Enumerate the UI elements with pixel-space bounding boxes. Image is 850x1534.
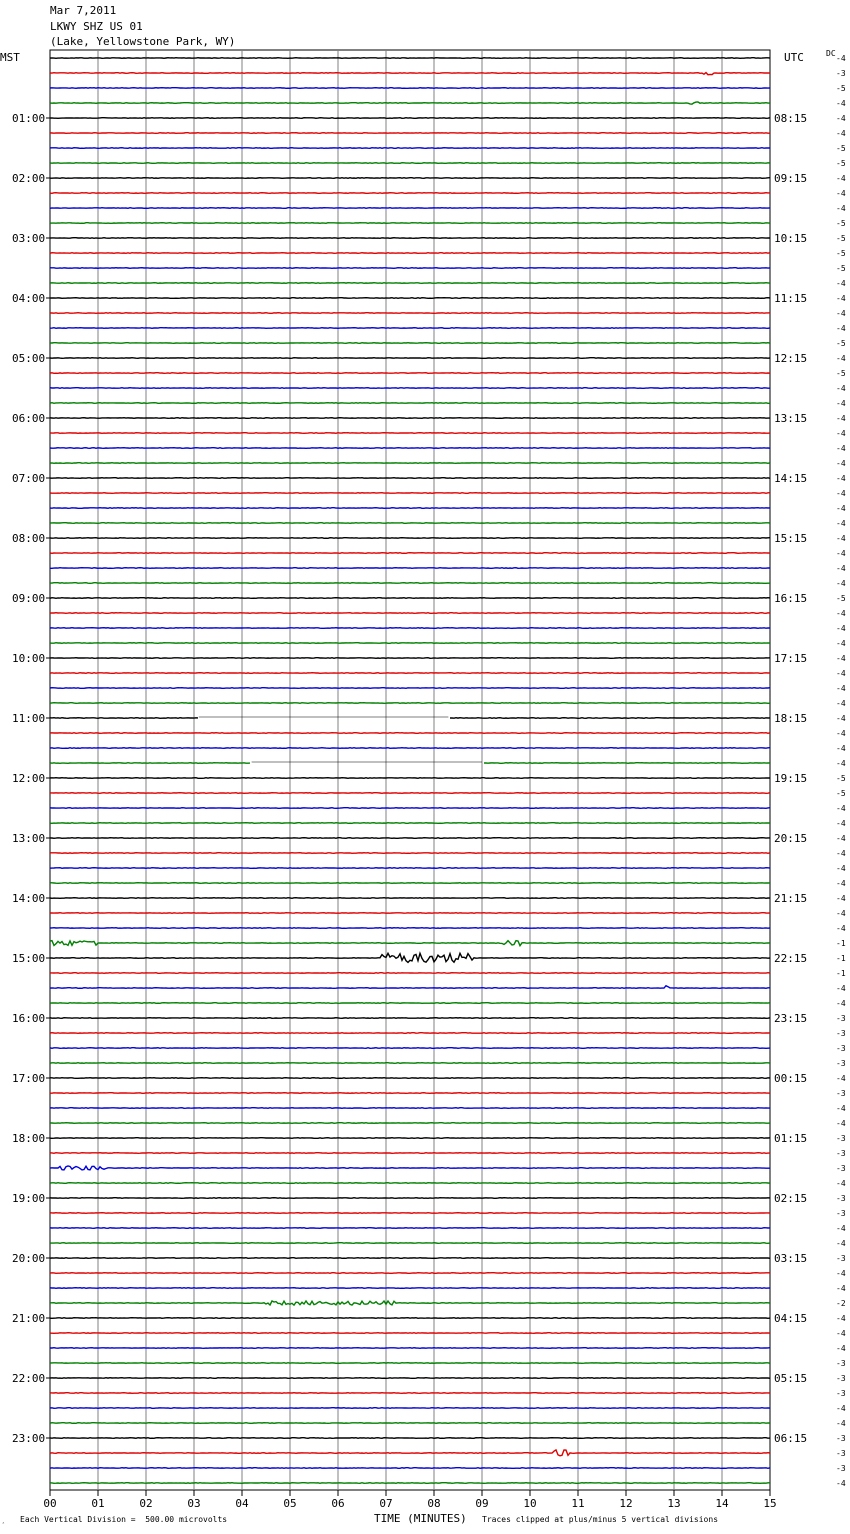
seismic-trace	[50, 986, 770, 989]
seismic-trace	[50, 778, 770, 779]
mst-hour-label: 22:00	[12, 1372, 46, 1385]
utc-hour-label: 17:15	[774, 652, 808, 665]
seismic-trace	[50, 628, 770, 629]
station-location: (Lake, Yellowstone Park, WY)	[50, 35, 236, 48]
dc-offset-label: -3	[836, 1434, 846, 1443]
dc-label: DC	[826, 49, 836, 58]
seismic-trace	[50, 1318, 770, 1319]
mst-hour-label: 15:00	[12, 952, 46, 965]
seismic-trace	[50, 703, 770, 704]
utc-hour-label: 04:15	[774, 1312, 808, 1325]
seismic-trace	[50, 73, 770, 75]
dc-offset-label: -4	[836, 189, 846, 198]
mst-hour-label: 16:00	[12, 1012, 46, 1025]
station-code: LKWY SHZ US 01	[50, 20, 143, 33]
utc-hour-label: 10:15	[774, 232, 808, 245]
dc-offset-label: -4	[836, 999, 846, 1008]
dc-offset-label: -4	[836, 894, 846, 903]
seismic-trace	[50, 1018, 770, 1019]
utc-hour-label: 16:15	[774, 592, 808, 605]
mst-hour-label: 14:00	[12, 892, 46, 905]
seismic-trace	[50, 1138, 770, 1139]
dc-offset-label: -4	[836, 504, 846, 513]
seismic-trace	[50, 1333, 770, 1334]
vertical-scale-note: Each Vertical Division = 500.00 microvolts	[20, 1515, 228, 1524]
mst-hour-label: 02:00	[12, 172, 46, 185]
mst-hour-label: 09:00	[12, 592, 46, 605]
seismic-trace	[50, 673, 770, 674]
dc-offset-label: -4	[836, 459, 846, 468]
seismic-trace	[50, 941, 770, 946]
seismic-trace	[50, 1183, 770, 1184]
seismic-trace	[50, 1063, 770, 1064]
dc-offset-label: -4	[836, 834, 846, 843]
seismic-trace	[50, 1093, 770, 1094]
x-tick-label: 11	[571, 1497, 585, 1510]
seismic-trace	[50, 388, 770, 389]
seismic-trace	[50, 913, 770, 914]
mst-hour-label: 20:00	[12, 1252, 46, 1265]
dc-offset-label: -4	[836, 114, 846, 123]
dc-offset-label: -5	[836, 219, 846, 228]
x-tick-label: 03	[187, 1497, 201, 1510]
x-tick-label: 12	[619, 1497, 633, 1510]
seismic-trace	[50, 1483, 770, 1484]
dc-offset-label: -4	[836, 699, 846, 708]
seismic-trace	[50, 1408, 770, 1409]
seismic-trace	[50, 193, 770, 194]
dc-offset-label: -5	[836, 249, 846, 258]
seismic-trace	[50, 1378, 770, 1379]
seismic-trace	[50, 883, 770, 884]
seismic-trace	[50, 1213, 770, 1214]
mst-hour-label: 21:00	[12, 1312, 46, 1325]
dc-offset-label: -4	[836, 864, 846, 873]
seismic-trace	[50, 553, 770, 554]
clip-note: Traces clipped at plus/minus 5 vertical divisions	[482, 1515, 719, 1524]
seismic-trace	[50, 583, 770, 584]
seismic-trace	[50, 1258, 770, 1259]
x-tick-label: 10	[523, 1497, 537, 1510]
x-tick-label: 08	[427, 1497, 441, 1510]
dc-offset-label: -4	[836, 879, 846, 888]
dc-offset-label: -4	[836, 1284, 846, 1293]
seismic-trace	[50, 58, 770, 59]
seismic-trace	[50, 1123, 770, 1124]
mst-hour-label: 18:00	[12, 1132, 46, 1145]
seismic-trace	[50, 568, 770, 569]
seismic-trace	[50, 238, 770, 239]
dc-offset-label: -4	[836, 324, 846, 333]
dc-offset-label: -5	[836, 594, 846, 603]
seismic-trace	[50, 1166, 770, 1170]
dc-offset-label: -4	[836, 309, 846, 318]
seismic-trace	[50, 448, 770, 449]
mst-hour-label: 12:00	[12, 772, 46, 785]
seismic-trace	[50, 853, 770, 854]
dc-offset-label: -4	[836, 399, 846, 408]
dc-offset-label: -4	[836, 1479, 846, 1488]
dc-offset-label: -5	[836, 159, 846, 168]
dc-offset-label: -3	[836, 69, 846, 78]
seismic-trace	[50, 1078, 770, 1079]
dc-offset-label: -4	[836, 279, 846, 288]
seismic-trace	[50, 102, 770, 104]
seismic-trace	[50, 1348, 770, 1349]
seismic-trace	[50, 463, 770, 464]
utc-hour-label: 02:15	[774, 1192, 808, 1205]
seismic-trace	[50, 1288, 770, 1289]
dc-offset-label: -4	[836, 654, 846, 663]
dc-offset-label: -5	[836, 264, 846, 273]
x-axis-title: TIME (MINUTES)	[374, 1512, 467, 1525]
x-tick-label: 09	[475, 1497, 489, 1510]
dc-offset-label: -4	[836, 1179, 846, 1188]
dc-offset-label: -4	[836, 1239, 846, 1248]
dc-offset-label: -5	[836, 144, 846, 153]
dc-offset-label: -4	[836, 354, 846, 363]
dc-offset-label: -4	[836, 1419, 846, 1428]
seismic-trace	[50, 1243, 770, 1244]
dc-offset-label: -3	[836, 1209, 846, 1218]
dc-offset-label: -4	[836, 534, 846, 543]
seismic-trace	[50, 1153, 770, 1154]
x-tick-label: 00	[43, 1497, 57, 1510]
dc-offset-label: -4	[836, 609, 846, 618]
utc-axis-label: UTC	[784, 51, 804, 64]
dc-offset-label: -4	[836, 744, 846, 753]
dc-offset-label: -4	[836, 489, 846, 498]
dc-offset-label: -5	[836, 84, 846, 93]
dc-offset-label: -5	[836, 234, 846, 243]
mst-hour-label: 01:00	[12, 112, 46, 125]
utc-hour-label: 13:15	[774, 412, 808, 425]
utc-hour-label: 23:15	[774, 1012, 808, 1025]
dc-offset-label: -4	[836, 729, 846, 738]
seismic-trace	[50, 1423, 770, 1424]
mst-hour-label: 10:00	[12, 652, 46, 665]
dc-offset-label: -4	[836, 99, 846, 108]
dc-offset-label: -4	[836, 1224, 846, 1233]
seismic-trace	[50, 1108, 770, 1109]
utc-hour-label: 11:15	[774, 292, 808, 305]
dc-offset-label: -4	[836, 849, 846, 858]
seismic-trace	[50, 1033, 770, 1034]
seismic-trace	[50, 358, 770, 359]
mst-hour-label: 11:00	[12, 712, 46, 725]
dc-offset-label: -4	[836, 414, 846, 423]
seismic-trace	[50, 838, 770, 839]
mst-hour-label: 23:00	[12, 1432, 46, 1445]
seismic-trace	[50, 253, 770, 254]
seismic-trace	[50, 613, 770, 614]
dc-offset-label: -4	[836, 684, 846, 693]
dc-offset-label: -4	[836, 549, 846, 558]
seismic-trace	[50, 88, 770, 89]
mst-hour-label: 17:00	[12, 1072, 46, 1085]
dc-offset-label: -3	[836, 1449, 846, 1458]
seismic-trace	[50, 418, 770, 419]
mst-hour-label: 06:00	[12, 412, 46, 425]
utc-hour-label: 15:15	[774, 532, 808, 545]
seismic-trace	[50, 283, 770, 284]
dc-offset-label: -1	[836, 954, 846, 963]
seismic-trace	[50, 898, 770, 899]
dc-offset-label: -4	[836, 429, 846, 438]
utc-hour-label: 03:15	[774, 1252, 808, 1265]
x-tick-label: 01	[91, 1497, 105, 1510]
seismic-trace	[50, 1450, 770, 1456]
seismic-trace	[50, 748, 770, 749]
seismic-trace	[50, 1003, 770, 1004]
dc-offset-label: -4	[836, 579, 846, 588]
seismic-trace	[50, 733, 770, 734]
seismic-trace	[50, 538, 770, 539]
seismic-trace	[50, 1048, 770, 1049]
dc-offset-label: -5	[836, 369, 846, 378]
seismic-trace	[50, 1468, 770, 1469]
seismic-trace	[50, 163, 770, 164]
dc-offset-label: -4	[836, 1404, 846, 1413]
dc-offset-label: -5	[836, 789, 846, 798]
time-axis	[43, 1490, 776, 1510]
mst-hour-label: 04:00	[12, 292, 46, 305]
seismic-trace	[50, 1301, 770, 1305]
dc-offset-label: -4	[836, 924, 846, 933]
seismic-trace	[50, 268, 770, 269]
dc-offset-label: -4	[836, 519, 846, 528]
dc-offset-label: -4	[836, 1104, 846, 1113]
seismic-trace	[50, 1198, 770, 1199]
dc-offset-label: -4	[836, 564, 846, 573]
seismic-trace	[50, 373, 770, 374]
dc-offset-label: -4	[836, 294, 846, 303]
seismic-trace	[50, 493, 770, 494]
dc-offset-label: -5	[836, 774, 846, 783]
seismic-trace	[50, 433, 770, 434]
dc-offset-label: -4	[836, 624, 846, 633]
seismic-trace	[50, 223, 770, 224]
dc-offset-label: -4	[836, 1344, 846, 1353]
utc-hour-label: 09:15	[774, 172, 808, 185]
dc-offset-labels	[836, 54, 846, 1488]
x-tick-label: 15	[763, 1497, 777, 1510]
dc-offset-label: -4	[836, 129, 846, 138]
dc-offset-label: -4	[836, 1119, 846, 1128]
dc-offset-label: -4	[836, 204, 846, 213]
dc-offset-label: -4	[836, 669, 846, 678]
dc-offset-label: -4	[836, 54, 846, 63]
dc-offset-label: -1	[836, 939, 846, 948]
utc-hour-label: 08:15	[774, 112, 808, 125]
seismic-trace	[50, 523, 770, 524]
dc-offset-label: -4	[836, 1329, 846, 1338]
seismic-trace	[50, 1438, 770, 1439]
dc-offset-label: -3	[836, 1374, 846, 1383]
seismic-trace	[50, 598, 770, 599]
x-tick-label: 07	[379, 1497, 393, 1510]
seismic-trace	[50, 313, 770, 314]
seismic-trace	[50, 868, 770, 869]
dc-offset-label: -5	[836, 339, 846, 348]
utc-hour-label: 22:15	[774, 952, 808, 965]
dc-offset-label: -3	[836, 1464, 846, 1473]
dc-offset-label: -4	[836, 1269, 846, 1278]
utc-hour-label: 18:15	[774, 712, 808, 725]
dc-offset-label: -4	[836, 759, 846, 768]
mst-hour-label: 13:00	[12, 832, 46, 845]
seismic-trace	[50, 823, 770, 824]
dc-offset-label: -3	[836, 1029, 846, 1038]
seismic-trace	[50, 643, 770, 644]
dc-offset-label: -3	[836, 1134, 846, 1143]
x-tick-label: 14	[715, 1497, 729, 1510]
seismic-trace	[50, 718, 770, 719]
utc-hour-label: 19:15	[774, 772, 808, 785]
seismic-trace	[50, 118, 770, 119]
seismic-trace	[50, 658, 770, 659]
dc-offset-label: -4	[836, 1074, 846, 1083]
dc-offset-label: -3	[836, 1089, 846, 1098]
dc-offset-label: -1	[836, 969, 846, 978]
dc-offset-label: -4	[836, 174, 846, 183]
dc-offset-label: -4	[836, 984, 846, 993]
seismic-trace	[50, 973, 770, 974]
utc-hour-label: 12:15	[774, 352, 808, 365]
seismic-trace	[50, 793, 770, 794]
dc-offset-label: -3	[836, 1194, 846, 1203]
utc-hour-label: 06:15	[774, 1432, 808, 1445]
dc-offset-label: -4	[836, 639, 846, 648]
chart-date: Mar 7,2011	[50, 4, 117, 17]
seismic-trace	[50, 953, 770, 962]
dc-offset-label: -4	[836, 804, 846, 813]
footer-mark: ˰	[2, 1515, 5, 1524]
dc-offset-label: -4	[836, 714, 846, 723]
dc-offset-label: -4	[836, 909, 846, 918]
utc-hour-label: 14:15	[774, 472, 808, 485]
x-tick-label: 05	[283, 1497, 297, 1510]
dc-offset-label: -3	[836, 1389, 846, 1398]
utc-hour-label: 01:15	[774, 1132, 808, 1145]
mst-hour-label: 05:00	[12, 352, 46, 365]
seismic-trace	[50, 508, 770, 509]
seismic-trace	[50, 688, 770, 689]
dc-offset-label: -4	[836, 444, 846, 453]
seismic-trace	[50, 478, 770, 479]
seismic-trace	[50, 928, 770, 929]
seismic-trace	[50, 1273, 770, 1274]
seismic-trace	[50, 298, 770, 299]
mst-axis-label: MST	[0, 51, 20, 64]
dc-offset-label: -4	[836, 384, 846, 393]
mst-hour-label: 03:00	[12, 232, 46, 245]
dc-offset-label: -3	[836, 1014, 846, 1023]
x-tick-label: 02	[139, 1497, 153, 1510]
seismic-trace	[50, 403, 770, 404]
seismic-trace	[50, 1393, 770, 1394]
x-tick-label: 13	[667, 1497, 681, 1510]
dc-offset-label: -3	[836, 1164, 846, 1173]
dc-offset-label: -3	[836, 1044, 846, 1053]
dc-offset-label: -2	[836, 1299, 846, 1308]
seismic-trace	[50, 808, 770, 809]
utc-hour-label: 00:15	[774, 1072, 808, 1085]
seismic-trace	[50, 343, 770, 344]
utc-hour-label: 21:15	[774, 892, 808, 905]
mst-hour-label: 19:00	[12, 1192, 46, 1205]
dc-offset-label: -4	[836, 1314, 846, 1323]
dc-offset-label: -3	[836, 1359, 846, 1368]
seismic-trace	[50, 763, 770, 764]
seismic-trace	[50, 178, 770, 179]
dc-offset-label: -3	[836, 1059, 846, 1068]
mst-hour-label: 07:00	[12, 472, 46, 485]
mst-hour-label: 08:00	[12, 532, 46, 545]
seismic-trace	[50, 148, 770, 149]
dc-offset-label: -4	[836, 474, 846, 483]
seismic-trace	[50, 1363, 770, 1364]
seismic-trace	[50, 208, 770, 209]
seismic-trace	[50, 328, 770, 329]
dc-offset-label: -3	[836, 1254, 846, 1263]
seismic-traces	[50, 58, 770, 1484]
x-tick-label: 04	[235, 1497, 249, 1510]
dc-offset-label: -4	[836, 819, 846, 828]
x-tick-label: 06	[331, 1497, 345, 1510]
utc-hour-label: 20:15	[774, 832, 808, 845]
seismic-trace	[50, 1228, 770, 1229]
utc-hour-label: 05:15	[774, 1372, 808, 1385]
seismic-trace	[50, 133, 770, 134]
dc-offset-label: -3	[836, 1149, 846, 1158]
